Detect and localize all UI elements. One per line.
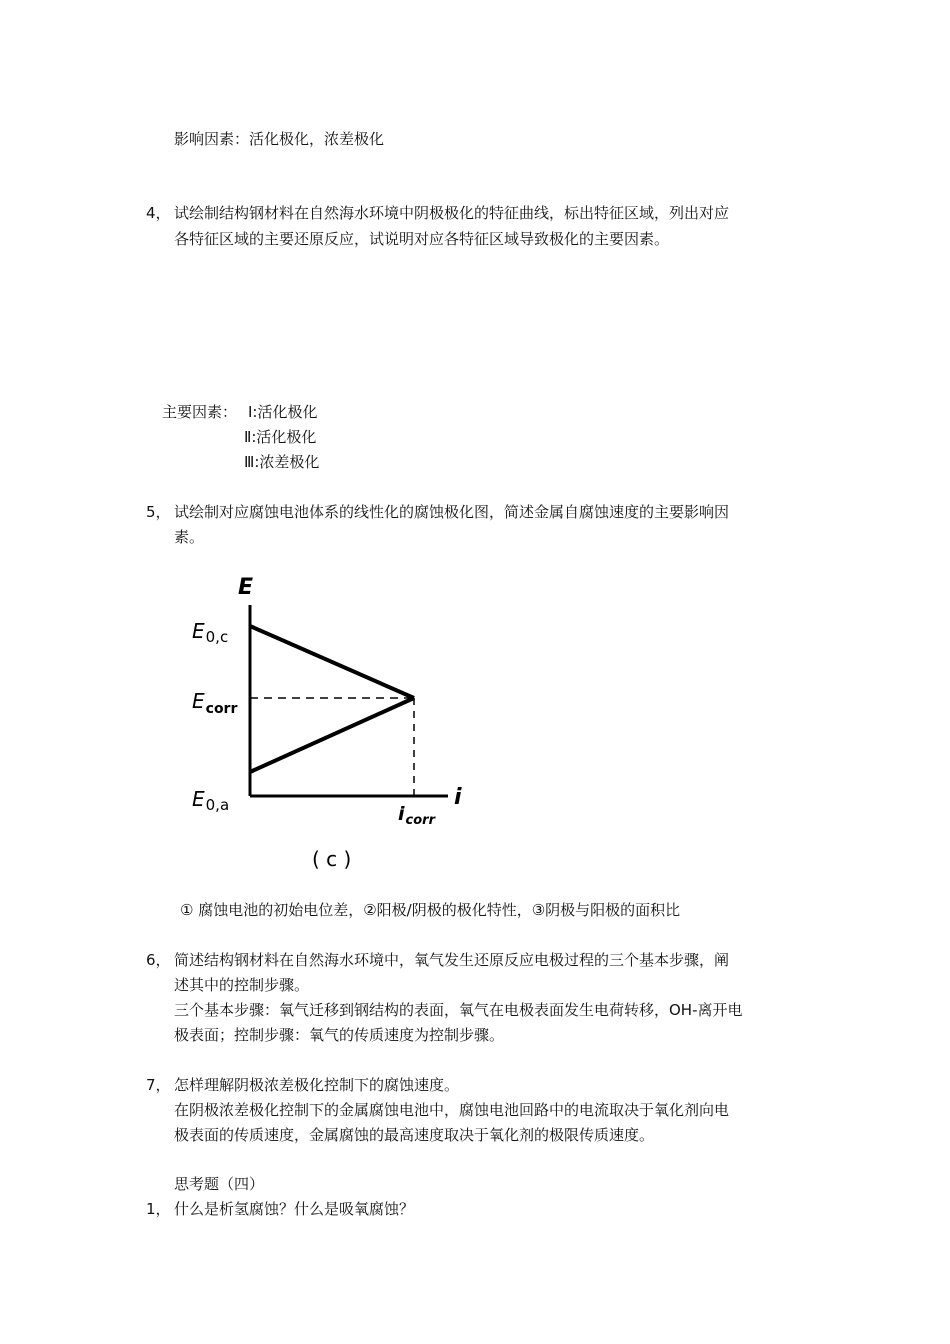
intro-text: 影响因素：活化极化，浓差极化: [174, 130, 385, 148]
q4-factors-label: 主要因素：: [162, 403, 238, 421]
s1-number: 1，: [146, 1200, 171, 1218]
q5-number: 5，: [146, 503, 171, 521]
q6-line-2: 述其中的控制步骤。: [174, 976, 310, 994]
q7-line-3: 极表面的传质速度，金属腐蚀的最高速度取决于氧化剂的极限传质速度。: [174, 1126, 655, 1144]
q5-line-1: 试绘制对应腐蚀电池体系的线性化的腐蚀极化图，简述金属自腐蚀速度的主要影响因: [174, 503, 730, 521]
s1-line-1: 什么是析氢腐蚀？什么是吸氧腐蚀？: [174, 1200, 415, 1218]
q7-line-2: 在阴极浓差极化控制下的金属腐蚀电池中，腐蚀电池回路中的电流取决于氧化剂向电: [174, 1101, 730, 1119]
q6-number: 6，: [146, 951, 171, 969]
q4-number: 4，: [146, 204, 171, 222]
q4-line-1: 试绘制结构钢材料在自然海水环境中阴极极化的特征曲线，标出特征区域，列出对应: [174, 204, 730, 222]
x-axis-label: i: [454, 785, 462, 810]
q7-line-1: 怎样理解阴极浓差极化控制下的腐蚀速度。: [174, 1076, 460, 1094]
cathodic-line: [250, 626, 414, 698]
q6-line-3: 三个基本步骤：氧气迁移到钢结构的表面，氧气在电极表面发生电荷转移，OH-离开电: [174, 1001, 743, 1019]
q4-factor-2: Ⅱ:活化极化: [244, 428, 317, 446]
q4-factor-3: Ⅲ:浓差极化: [244, 453, 320, 471]
icorr-label: $i_{corr}$: [398, 803, 435, 828]
section-title: 思考题（四）: [174, 1175, 265, 1193]
corrosion-polarization-diagram: [180, 570, 480, 880]
anodic-line: [250, 698, 414, 772]
q7-number: 7，: [146, 1076, 171, 1094]
q6-line-4: 极表面；控制步骤：氧气的传质速度为控制步骤。: [174, 1026, 505, 1044]
q5-line-2: 素。: [174, 528, 205, 546]
y-axis-label: E: [238, 575, 254, 600]
q5-answer: ① 腐蚀电池的初始电位差，②阳极/阴极的极化特性，③阴极与阳极的面积比: [180, 901, 681, 919]
e0c-label: $E_{0,c}$: [192, 619, 229, 646]
ecorr-label: $E_{corr}$: [192, 689, 238, 717]
q4-line-2: 各特征区域的主要还原反应，试说明对应各特征区域导致极化的主要因素。: [174, 230, 670, 248]
e0a-label: $E_{0,a}$: [192, 787, 230, 814]
q4-factor-1: Ⅰ:活化极化: [248, 403, 318, 421]
diagram-caption: ( c ): [312, 847, 352, 871]
q6-line-1: 简述结构钢材料在自然海水环境中，氧气发生还原反应电极过程的三个基本步骤，阐: [174, 951, 730, 969]
